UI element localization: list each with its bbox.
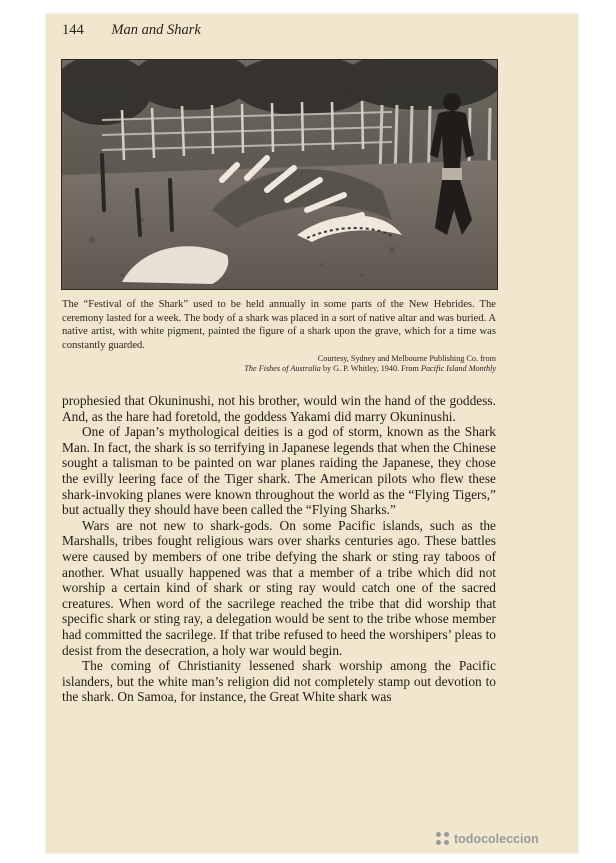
watermark-text: todocoleccion: [454, 832, 539, 846]
running-title: Man and Shark: [111, 22, 201, 38]
todocoleccion-logo-icon: [436, 832, 450, 846]
running-header: [62, 22, 201, 39]
credit-line-2: [62, 364, 496, 374]
credit-middle: by G. P. Whitley, 1940. From: [320, 363, 421, 373]
credit-line-1: Courtesy, Sydney and Melbourne Publishing Co. from: [317, 354, 496, 363]
paragraph: prophesied that Okuninushi, not his brother, would win the hand of the goddess. And, as the hare had foretold, the goddess Yakami did marry Okuninushi.: [62, 393, 496, 424]
page-number: 144: [62, 22, 84, 38]
credit-magazine-title: Pacific Island Monthly: [420, 363, 496, 373]
photograph-shark-festival: [61, 59, 498, 290]
watermark: [436, 832, 539, 846]
body-text: [62, 393, 496, 705]
paragraph: One of Japan’s mythological deities is a god of storm, known as the Shark Man. In fact, the shark is so terrifying in Japanese legends that when the Chinese sought a talisman to be painted on war planes raiding the Japanese, they chose the evilly leering face of the Tiger shark. The American pilots who flew these shark-invoking planes were known throughout the world as the “Flying Tigers,” but actually they should have been called the “Flying Sharks.”: [62, 424, 496, 518]
paragraph: The coming of Christianity lessened shark worship among the Pacific islanders, but the white man’s religion did not completely stamp out devotion to the shark. On Samoa, for instance, the Great White shark was: [62, 658, 496, 705]
paragraph: Wars are not new to shark-gods. On some Pacific islands, such as the Marshalls, tribes fought religious wars over sharks centuries ago. These battles were caused by members of one tribe defying the shark or sting ray taboos of another. What usually happened was that a member of a tribe which did not worship a certain kind of shark or sting ray would catch one of the sacred creatures. When word of the sacrilege reached the tribe that did worship that specific shark or sting ray, a delegation would be sent to the tribe whose member had committed the sacrilege. If that tribe refused to heed the worshipers’ pleas to desist from the desecration, a holy war would begin.: [62, 517, 496, 658]
figure-credit: [62, 354, 496, 373]
figure-caption: The “Festival of the Shark” used to be held annually in some parts of the New Hebrides. The ceremony lasted for a week. The body of a shark was placed in a sort of native altar and was buried. A native artist, with white pigment, painted the figure of a shark upon the grave, which for a time was constantly guarded.: [62, 299, 496, 351]
credit-book-title: The Fishes of Australia: [244, 363, 321, 373]
